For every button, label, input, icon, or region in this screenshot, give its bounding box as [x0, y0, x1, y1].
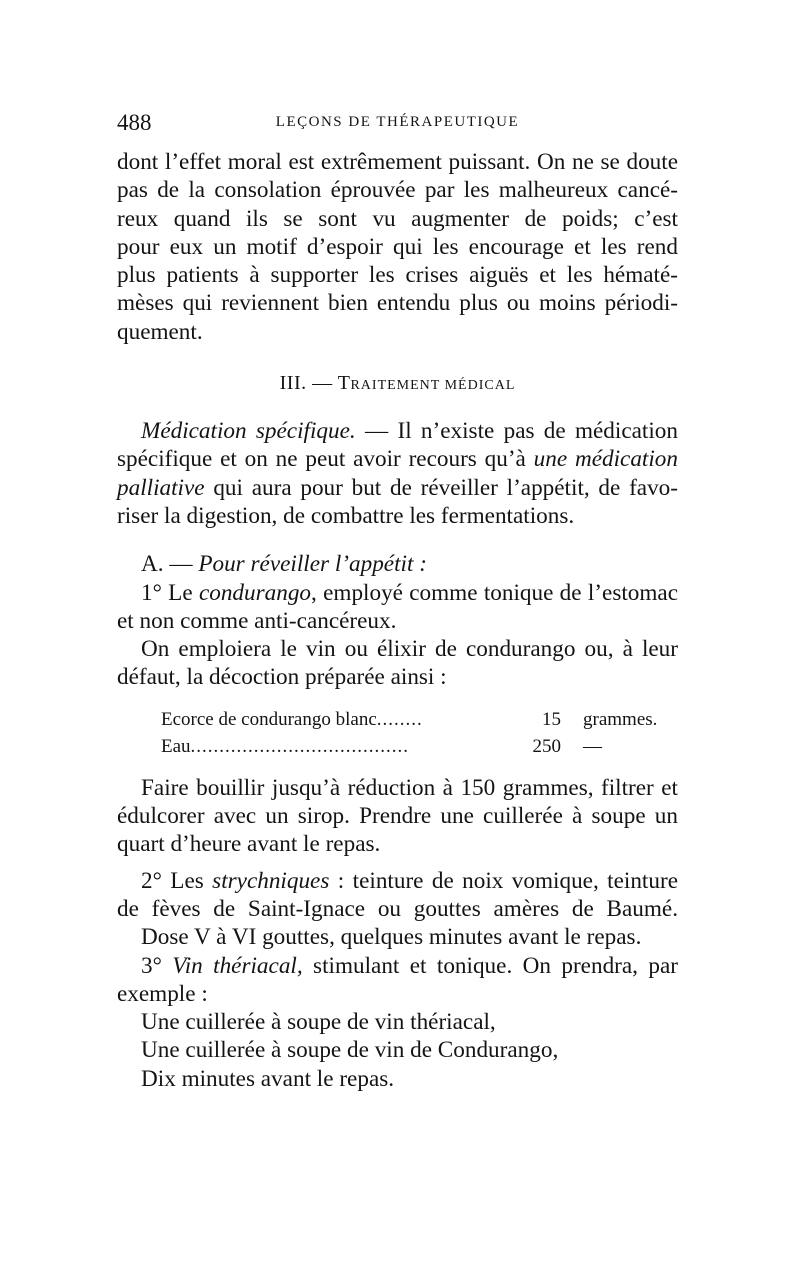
- ingredient-quantity: 15: [542, 708, 561, 730]
- text-line: quart d’heure avant le repas.: [117, 831, 381, 858]
- text-line: palliative qui aura pour but de réveiller l’appétit, de favo-: [117, 474, 678, 501]
- ingredient-quantity: 250: [532, 735, 561, 757]
- ingredient-name: Ecorce de condurango blanc........: [161, 708, 423, 730]
- italic-term: palliative: [117, 474, 205, 501]
- text-line: quement.: [117, 318, 203, 345]
- text-line: Une cuillerée à soupe de vin de Condurango,: [141, 1037, 559, 1064]
- recipe-row: [161, 733, 678, 760]
- paragraph-specific-medication: [117, 417, 678, 530]
- running-title: LEÇONS DE THÉRAPEUTIQUE: [275, 114, 520, 130]
- text-line: 1° Le condurango, employé comme tonique de l’estomac: [141, 579, 678, 606]
- paragraph-preparation: [117, 635, 678, 692]
- ingredient-unit: —: [583, 735, 602, 757]
- text-line: Médication spécifique. — Il n’existe pas de médication: [141, 418, 678, 445]
- italic-term: Médication spécifique.: [141, 418, 356, 445]
- text-line: spécifique et on ne peut avoir recours qu’à une médication: [117, 446, 678, 473]
- recipe-row: [161, 706, 678, 733]
- text-line: 2° Les strychniques : teinture de noix vomique, teinture: [141, 867, 678, 894]
- text-line: pas de la consolation éprouvée par les malheureux cancé-: [117, 177, 678, 204]
- text-line: et non comme anti-cancéreux.: [117, 607, 397, 634]
- section-numeral: III. —: [279, 372, 338, 395]
- text-line: exemple :: [117, 980, 208, 1007]
- section-title-rest: RAITEMENT MÉDICAL: [350, 378, 516, 394]
- text-line: riser la digestion, de combattre les fermentations.: [117, 502, 575, 529]
- text-line: On emploiera le vin ou élixir de condurango ou, à leur: [141, 636, 678, 663]
- paragraph-instructions: [117, 774, 678, 859]
- ingredient-name: Eau......................................: [161, 735, 410, 757]
- text-line: Une cuillerée à soupe de vin thériacal,: [141, 1009, 496, 1036]
- text-line: pour eux un motif d’espoir qui les encourage et les rend: [117, 233, 678, 260]
- paragraph-intro: [117, 148, 678, 346]
- item-theriacal-wine: [117, 952, 678, 1093]
- text-line: mèses qui reviennent bien entendu plus ou moins périodi-: [117, 290, 678, 317]
- section-title-initial: T: [337, 372, 351, 395]
- italic-term: condurango: [198, 579, 312, 606]
- italic-term: Vin thériacal,: [172, 952, 303, 979]
- section-heading: [117, 372, 678, 395]
- text-line: défaut, la décoction préparée ainsi :: [117, 664, 447, 691]
- text-line: 3° Vin thériacal, stimulant et tonique. On prendra, par: [141, 952, 678, 979]
- text-line: édulcorer avec un sirop. Prendre une cuillerée à soupe un: [117, 803, 678, 830]
- page-number: 488: [117, 110, 152, 135]
- text-line: reux quand ils se sont vu augmenter de poids; c’est: [117, 205, 678, 232]
- ingredient-unit: grammes.: [583, 708, 658, 730]
- italic-term: une médication: [533, 446, 678, 473]
- italic-term: strychniques: [212, 867, 330, 894]
- text-line: Faire bouillir jusqu’à réduction à 150 grammes, filtrer et: [141, 774, 678, 801]
- page-body: [117, 148, 678, 1093]
- text-line: de fèves de Saint-Ignace ou gouttes amères de Baumé.: [117, 895, 678, 922]
- text-line: Dose V à VI gouttes, quelques minutes avant le repas.: [141, 924, 642, 951]
- text-line: Dix minutes avant le repas.: [141, 1065, 395, 1092]
- item-condurango: [117, 579, 678, 636]
- italic-term: Pour réveiller l’appétit :: [198, 551, 427, 578]
- text-line: plus patients à supporter les crises aiguës et les hématé-: [117, 262, 678, 289]
- item-strychnine: [117, 867, 678, 952]
- subsection-heading: A. — Pour réveiller l’appétit :: [141, 551, 427, 578]
- recipe-table: [161, 706, 678, 760]
- running-header: [117, 110, 678, 140]
- text-line: dont l’effet moral est extrêmement puissant. On ne se doute: [117, 149, 678, 175]
